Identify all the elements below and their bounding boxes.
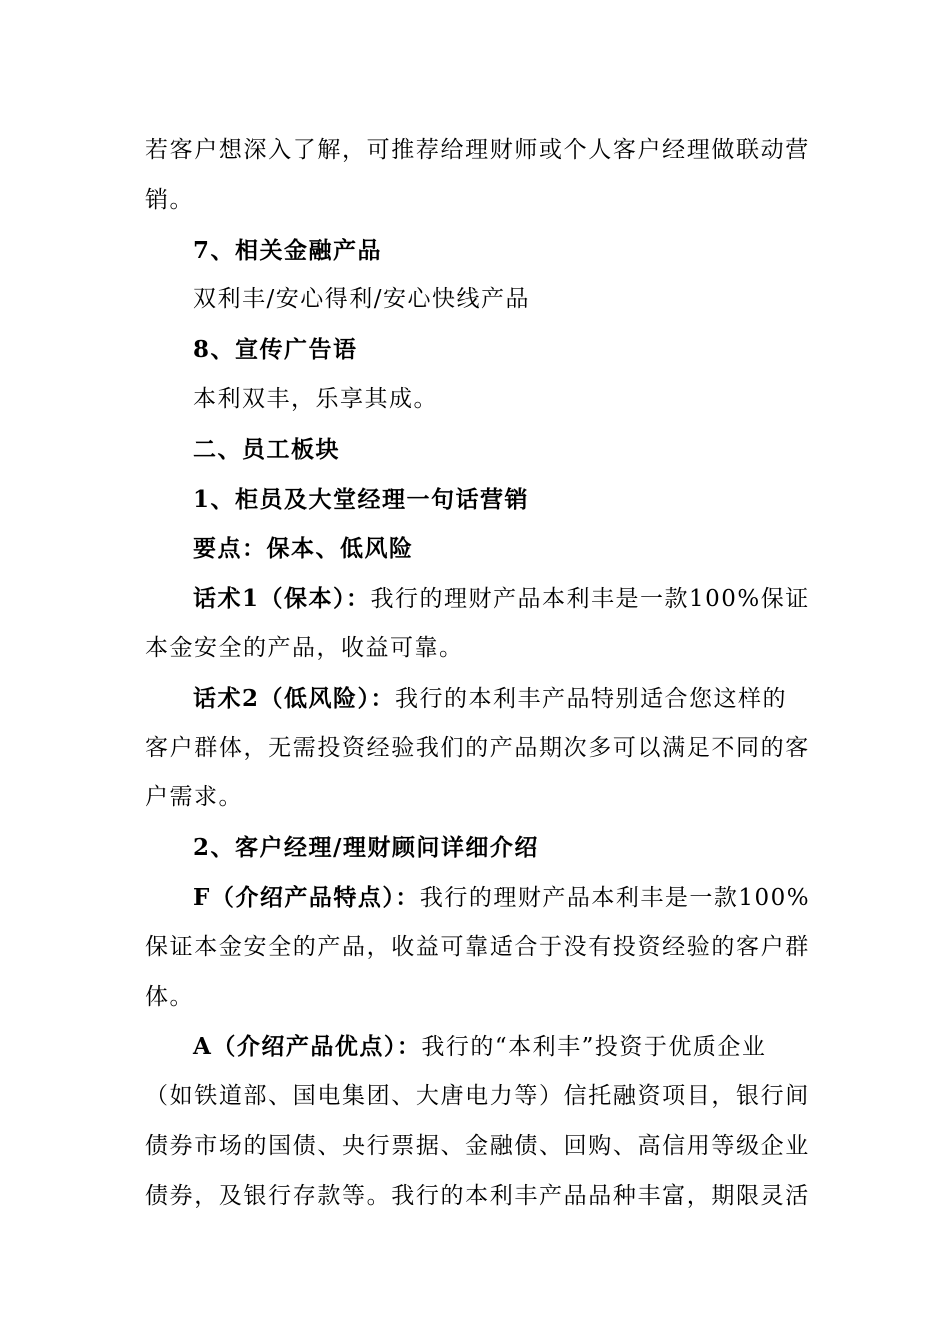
body-line: 体。	[145, 983, 194, 1010]
body-line: （ 如 铁 道 部 、 国 电 集 团 、 大 唐 电 力 等 ） 信 托 融 资 项 目 ， 银 行 间	[145, 1083, 810, 1110]
script-text: 我行的理财产品本利丰是一款100%保证	[370, 586, 810, 613]
fab-label: A（介绍产品优点）：	[193, 1033, 422, 1061]
body-line: 债 券 ， 及 银 行 存 款 等 。 我 行 的 本 利 丰 产 品 品 种 丰 富 ， 期 限 灵 活	[145, 1182, 810, 1209]
section-heading: 8、宣传广告语	[193, 336, 358, 364]
fab-text: 我行的“本利丰”投资于优质企业	[421, 1034, 767, 1061]
fab-first-line	[145, 873, 810, 923]
body-line: 双利丰/安心得利/安心快线产品	[193, 286, 530, 313]
fab-text: 我行的理财产品本利丰是一款100%	[419, 884, 811, 911]
fab-first-line	[145, 1022, 810, 1072]
section-heading: 1、柜员及大堂经理一句话营销	[193, 485, 530, 513]
section-heading: 7、相关金融产品	[193, 236, 383, 264]
body-line: 债 券 市 场 的 国 债 、 央 行 票 据 、 金 融 债 、 回 购 、 高 信 用 等 级 企 业	[145, 1132, 810, 1159]
body-line: 本金安全的产品，收益可靠。	[145, 634, 464, 661]
script-text: 我行的本利丰产品特别适合您这样的	[395, 685, 788, 712]
script-label: 话术1（保本）：	[193, 585, 371, 613]
key-points-heading: 要点：保本、低风险	[193, 535, 414, 563]
script-label: 话术2（低风险）：	[193, 684, 396, 712]
body-line: 若 客 户 想 深 入 了 解 ， 可 推 荐 给 理 财 师 或 个 人 客 户 经 理 做 联 动 营	[145, 137, 810, 163]
body-line: 户需求。	[145, 784, 243, 811]
body-line: 销。	[145, 186, 194, 213]
fab-label: F（介绍产品特点）：	[193, 883, 420, 911]
body-line: 本利双丰，乐享其成。	[193, 385, 438, 412]
script-first-line	[145, 574, 810, 624]
chapter-heading: 二、员工板块	[193, 435, 340, 463]
body-line: 保 证 本 金 安 全 的 产 品 ， 收 益 可 靠 适 合 于 没 有 投 资 经 验 的 客 户 群	[145, 933, 810, 960]
script-first-line	[145, 674, 810, 724]
body-line: 客 户 群 体 ， 无 需 投 资 经 验 我 们 的 产 品 期 次 多 可 以 满 足 不 同 的 客	[145, 734, 810, 761]
section-heading: 2、客户经理/理财顾问详细介绍	[193, 834, 539, 862]
document-body	[145, 126, 810, 1222]
